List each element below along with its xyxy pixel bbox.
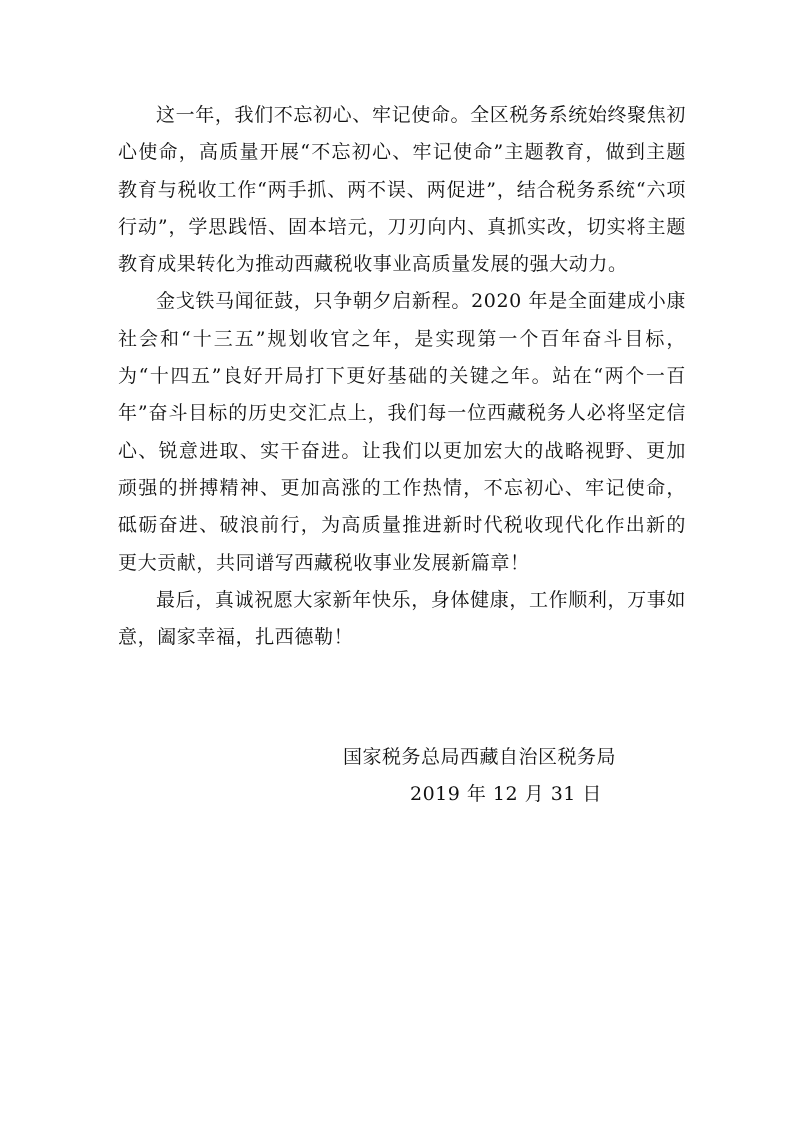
- paragraph-review: 这一年，我们不忘初心、牢记使命。全区税务系统始终聚焦初心使命，高质量开展“不忘初心、牢记使命”主题教育，做到主题教育与税收工作“两手抓、两不误、两促进”，结合税务系统“六项行动”，学思践悟、固本培元，刀刃向内、真抓实改，切实将主题教育成果转化为推动西藏税收事业高质量发展的强大动力。: [118, 104, 686, 276]
- signature-block: [343, 739, 683, 814]
- signature-organization: 国家税务总局西藏自治区税务局: [343, 746, 617, 768]
- paragraph-outlook: 金戈铁马闻征鼓，只争朝夕启新程。2020 年是全面建成小康社会和“十三五”规划收官之年，是实现第一个百年奋斗目标，为“十四五”良好开局打下更好基础的关键之年。站在“两个一百年”奋斗目标的历史交汇点上，我们每一位西藏税务人必将坚定信心、锐意进取、实干奋进。让我们以更加宏大的战略视野、更加顽强的拼搏精神、更加高涨的工作热情，不忘初心、牢记使命，砥砺奋进、破浪前行，为高质量推进新时代税收现代化作出新的更大贡献，共同谱写西藏税收事业发展新篇章！: [118, 290, 686, 574]
- signature-date: 2019 年 12 月 31 日: [410, 783, 602, 806]
- document-body: [118, 97, 686, 656]
- paragraph-greeting: 最后，真诚祝愿大家新年快乐，身体健康，工作顺利，万事如意，阖家幸福，扎西德勒！: [118, 588, 686, 649]
